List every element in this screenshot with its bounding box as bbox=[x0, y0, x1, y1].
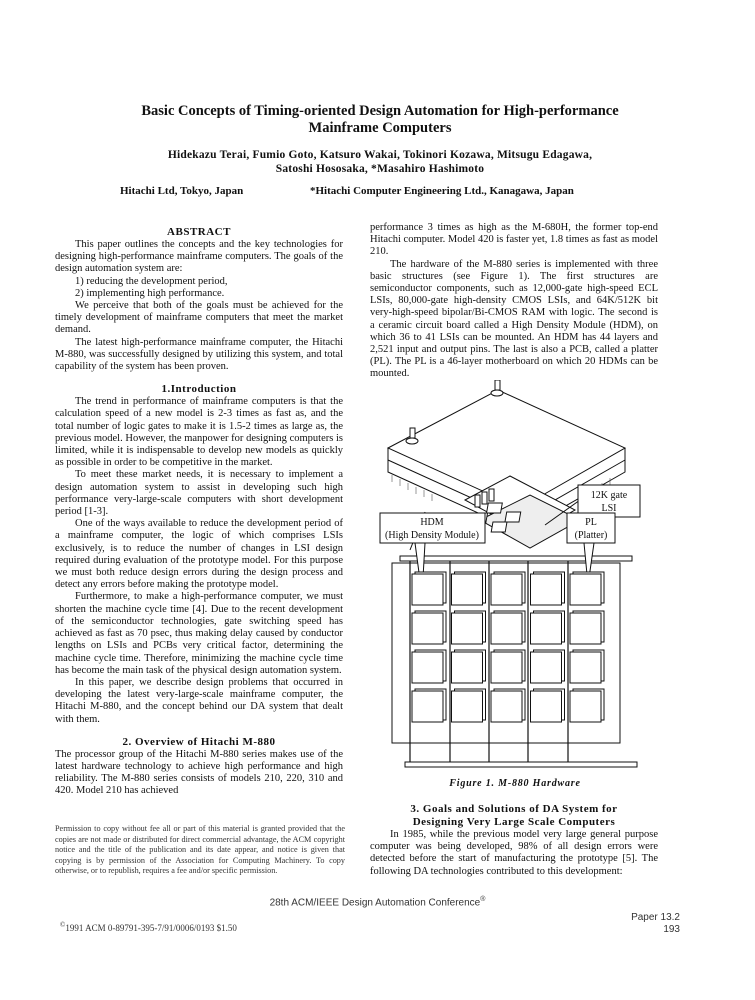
copyright-text: 1991 ACM 0-89791-395-7/91/0006/0193 $1.50 bbox=[65, 923, 237, 933]
right-column bbox=[370, 222, 658, 381]
conference-footer bbox=[0, 896, 755, 908]
affiliation-hitachi: Hitachi Ltd, Tokyo, Japan bbox=[120, 185, 244, 197]
page-info bbox=[600, 912, 680, 936]
authors-line-2: Satoshi Hososaka, *Masahiro Hashimoto bbox=[275, 163, 485, 175]
label-hdm-line1: HDM bbox=[420, 517, 444, 528]
hdm-module bbox=[570, 613, 601, 644]
label-lsi-line2: LSI bbox=[601, 503, 617, 514]
abstract-paragraph: We perceive that both of the goals must be achieved for the timely development of mainframe computers that meet the market demand. bbox=[55, 300, 343, 336]
paper-title bbox=[60, 103, 700, 137]
overview-paragraph: The hardware of the M-880 series is implemented with three basic structures (see Figure 1). The first structures are semiconductor components, such as 12,000-gate high-speed ECL LSIs, 80,000-gate high-density CMOS LSIs, and 64K/512K bit very-high-speed bipolar/Bi-CMOS RAM with logic. The second is a ceramic circuit board called a High Density Module (HDM), on which 36 to 41 LSIs can be mounted. An HDM has 44 layers and 2,521 input and output pins. The last is also a PCB, called a platter (PL). The PL is a 46-layer motherboard on which 20 HDMs can be mounted. bbox=[370, 258, 658, 380]
hdm-module bbox=[452, 574, 483, 605]
hdm-module bbox=[452, 613, 483, 644]
hdm-module bbox=[570, 652, 601, 683]
intro-paragraph: One of the ways available to reduce the development period of a mainframe computer, the logic of which comprises LSIs exclusively, is to reduce the number of changes in LSI design required during evaluation of the prototype model. For this purpose we must both reduce design errors during the design process and detect any errors before making the prototype model. bbox=[55, 518, 343, 591]
overview-heading: 2. Overview of Hitachi M-880 bbox=[122, 735, 276, 748]
paper-number: Paper 13.2 bbox=[631, 912, 680, 923]
left-column bbox=[55, 226, 343, 798]
label-pl-line2: (Platter) bbox=[574, 530, 608, 541]
page-number: 193 bbox=[663, 924, 680, 935]
hdm-module bbox=[452, 652, 483, 683]
author-list bbox=[60, 148, 700, 176]
goals-list bbox=[55, 276, 343, 300]
hdm-module bbox=[491, 613, 522, 644]
overview-paragraph: The processor group of the Hitachi M-880 series makes use of the latest hardware technology to achieve high performance and high reliability. The M-880 series consists of models 210, 220, 310 and 420. Model 210 has achieved bbox=[55, 748, 343, 797]
abstract-paragraph: The latest high-performance mainframe computer, the Hitachi M-880, was successfully designed by utilizing this system, and total capability of the system has been proven. bbox=[55, 336, 343, 373]
hdm-module bbox=[491, 691, 522, 722]
section3-paragraph: In 1985, while the previous model very large general purpose computer was being developed, 98% of all design errors were detected before the start of manufacturing the prototype [5]. The following DA technologies contributed to this development: bbox=[370, 829, 658, 877]
hdm-module bbox=[491, 652, 522, 683]
hdm-module bbox=[412, 574, 443, 605]
conference-name: 28th ACM/IEEE Design Automation Conference bbox=[269, 897, 481, 909]
intro-paragraph: The trend in performance of mainframe computers is that the calculation speed of a new model is 2-3 times as fast as, and the total number of logic gates to make it is 1.5-2 times as large as, the previous model. However, the manpower for designing computers is limited, while it is indispensable to develop new models as quickly as possible in order to be competitive in the market. bbox=[55, 396, 343, 469]
registered-mark: ® bbox=[480, 896, 486, 903]
affiliation-hitachi-engineering: *Hitachi Computer Engineering Ltd., Kanagawa, Japan bbox=[310, 185, 574, 197]
copyright-line bbox=[60, 921, 237, 933]
title-line-2: Mainframe Computers bbox=[308, 120, 452, 136]
hdm-module bbox=[531, 613, 562, 644]
section3-heading-line1: 3. Goals and Solutions of DA System for bbox=[410, 803, 618, 815]
hdm-module bbox=[412, 652, 443, 683]
hardware-illustration bbox=[370, 380, 660, 775]
hdm-module bbox=[531, 691, 562, 722]
abstract-heading: ABSTRACT bbox=[167, 226, 231, 238]
title-line-1: Basic Concepts of Timing-oriented Design Automation for High-performance bbox=[141, 103, 619, 119]
overview-paragraph-continued: performance 3 times as high as the M-680H, the former top-end Hitachi computer. Model 420 is faster yet, 1.8 times as fast as model 210. bbox=[370, 222, 658, 258]
hdm-module bbox=[412, 613, 443, 644]
section-3 bbox=[370, 803, 658, 878]
intro-paragraph: In this paper, we describe design problems that occurred in developing the latest very-large-scale mainframe computer, the Hitachi M-880, and the concept behind our DA system that dealt with them. bbox=[55, 676, 343, 725]
figure-caption: Figure 1. M-880 Hardware bbox=[449, 778, 581, 789]
copyright-mark: © bbox=[60, 921, 66, 929]
authors-line-1: Hidekazu Terai, Fumio Goto, Katsuro Wakai, Tokinori Kozawa, Mitsugu Edagawa, bbox=[167, 149, 593, 161]
goal-item: 1) reducing the development period, bbox=[75, 275, 228, 287]
hdm-module bbox=[531, 574, 562, 605]
hdm-module bbox=[491, 574, 522, 605]
hdm-module bbox=[570, 574, 601, 605]
hdm-module bbox=[412, 691, 443, 722]
figure-m880-hardware bbox=[370, 380, 660, 775]
hdm-module bbox=[570, 691, 601, 722]
section3-heading bbox=[370, 803, 658, 829]
intro-paragraph: Furthermore, to make a high-performance computer, we must shorten the machine cycle time [4]. Due to the recent development of the semiconductor technologies, gate switching speed has achieved as fast as 70 psec, thus making delay caused by conductor lengths on LSIs and PCBs very critical factor, determining the machine cycle time. Therefore, minimizing the machine cycle time has become the main task of the physical design automation system. bbox=[55, 591, 343, 676]
hdm-module bbox=[452, 691, 483, 722]
introduction-heading: 1.Introduction bbox=[161, 383, 237, 396]
intro-paragraph: To meet these market needs, it is necessary to implement a design automation system to assist in developing such high performance very-large-scale computers with short development period [1-3]. bbox=[55, 469, 343, 518]
hdm-module bbox=[531, 652, 562, 683]
section3-heading-line2: Designing Very Large Scale Computers bbox=[412, 816, 616, 828]
goal-item: 2) implementing high performance. bbox=[75, 287, 225, 299]
label-hdm-line2: (High Density Module) bbox=[385, 530, 479, 541]
abstract-paragraph: This paper outlines the concepts and the key technologies for designing high-performance mainframe computers. The goals of the design automation system are: bbox=[55, 239, 343, 275]
label-lsi-line1: 12K gate bbox=[590, 490, 628, 501]
permission-notice: Permission to copy without fee all or part of this material is granted provided that the copies are not made or distributed for direct commercial advantage, the ACM copyright notice and the title of the publication and its date appear, and notice is given that copying is by permission of the Association for Computing Machinery. To copy otherwise, or to republish, requires a fee and/or specific permission. bbox=[55, 824, 345, 875]
label-pl-line1: PL bbox=[585, 517, 597, 528]
